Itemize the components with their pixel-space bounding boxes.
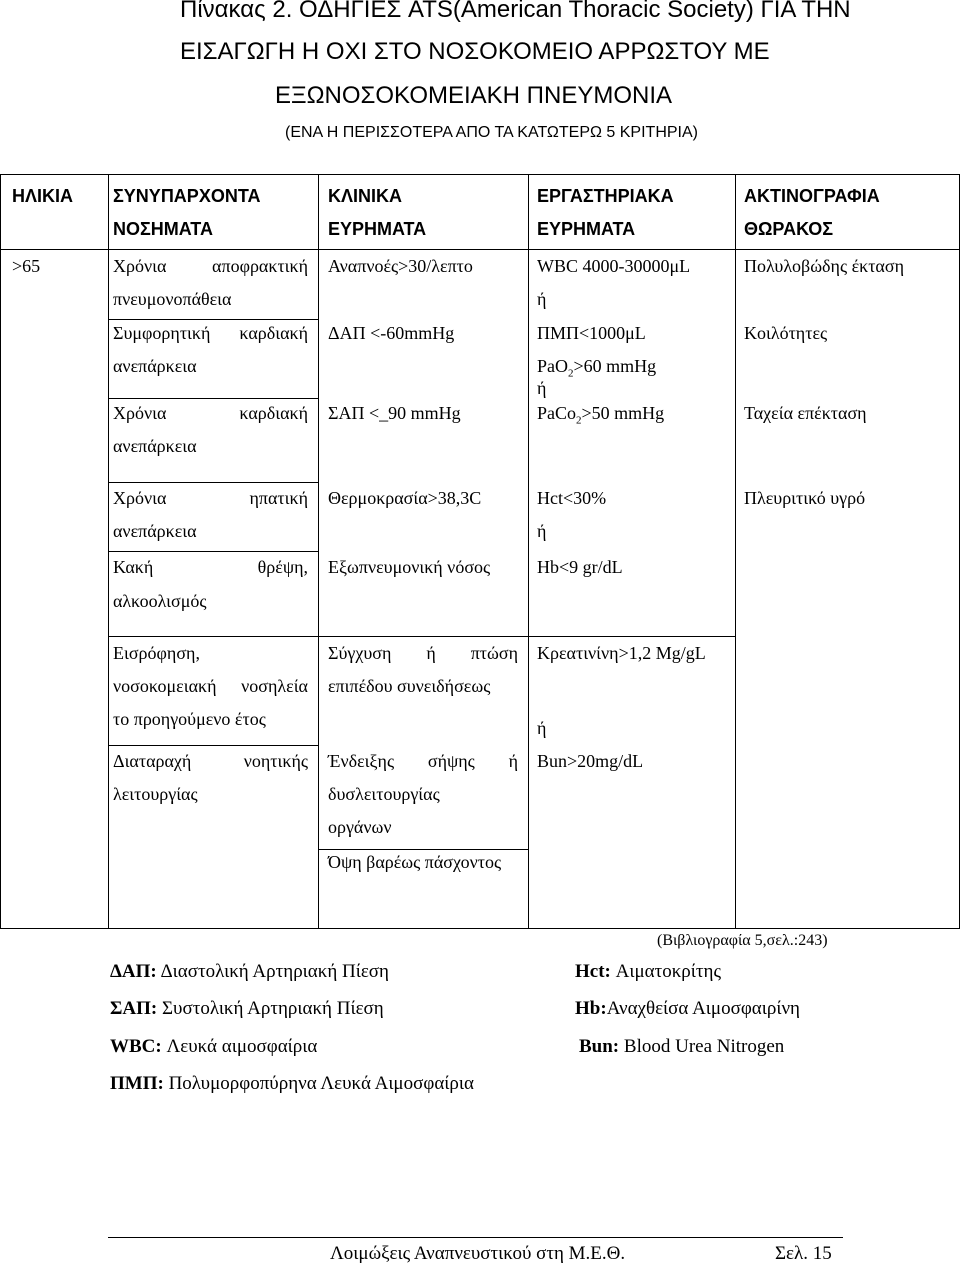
xray-item: Ταχεία επέκταση bbox=[744, 403, 867, 423]
col-border bbox=[318, 174, 319, 928]
col-border bbox=[108, 174, 109, 928]
clinical-item: ΣΑΠ <_90 mmHg bbox=[328, 403, 461, 423]
xray-item: Πολυλοβώδης έκταση bbox=[744, 256, 904, 276]
comorbid-word: ανεπάρκεια bbox=[113, 521, 197, 541]
lab-item: ΠΜΠ<1000μL bbox=[537, 323, 646, 343]
legend-abbr: ΠΜΠ: bbox=[110, 1073, 164, 1094]
legend-abbr: WBC: bbox=[110, 1036, 162, 1057]
lab-or: ή bbox=[537, 378, 547, 398]
row-divider bbox=[108, 398, 318, 399]
comorbid-word: θρέψη, bbox=[257, 557, 308, 577]
legend-bun bbox=[579, 1036, 784, 1058]
legend-abbr: ΔΑΠ: bbox=[110, 961, 157, 982]
clinical-word: πτώση bbox=[470, 643, 518, 663]
lab-item-pao2 bbox=[537, 356, 656, 380]
reference-note: (Βιβλιογραφία 5,σελ.:243) bbox=[657, 932, 828, 949]
legend-text: Blood Urea Nitrogen bbox=[619, 1036, 785, 1057]
clinical-word: οργάνων bbox=[328, 817, 392, 837]
clinical-word: ή bbox=[508, 751, 518, 771]
comorbid-item-chf bbox=[113, 323, 308, 344]
comorbid-word: νοητικής bbox=[243, 751, 308, 771]
legend-abbr: ΣΑΠ: bbox=[110, 998, 158, 1019]
table-bottom-border bbox=[0, 928, 960, 929]
comorbid-word: ηπατική bbox=[249, 488, 308, 508]
lab-item-paco2 bbox=[537, 403, 664, 427]
row-divider bbox=[318, 849, 528, 850]
title-line-2: ΕΙΣΑΓΩΓΗ Η ΟΧΙ ΣΤΟ ΝΟΣΟΚΟΜΕΙΟ ΑΡΡΩΣΤΟΥ ΜΕ bbox=[180, 38, 770, 65]
clinical-item-confusion bbox=[328, 643, 518, 664]
comorbid-word: νοσοκομειακή bbox=[113, 676, 217, 696]
clinical-word: ή bbox=[426, 643, 436, 663]
title-line-1: Πίνακας 2. ΟΔΗΓΙΕΣ ATS(American Thoracic Society) ΓΙΑ ΤΗΝ bbox=[180, 0, 851, 23]
age-value: >65 bbox=[12, 256, 41, 276]
lab-item: Κρεατινίνη>1,2 Mg/gL bbox=[537, 643, 706, 663]
legend-hct bbox=[575, 961, 721, 983]
header-lab-line1: ΕΡΓΑΣΤΗΡΙΑΚΑ bbox=[537, 186, 674, 206]
comorbid-word: Συμφορητική bbox=[113, 323, 211, 343]
comorbid-word: το προηγούμενο έτος bbox=[113, 709, 266, 729]
comorbid-item-malnutrition bbox=[113, 557, 308, 578]
legend-hb bbox=[575, 998, 800, 1020]
comorbid-word: Κακή bbox=[113, 557, 154, 577]
clinical-word: Σύγχυση bbox=[328, 643, 392, 663]
legend-wbc bbox=[110, 1036, 317, 1058]
row-divider bbox=[108, 636, 735, 637]
col-border bbox=[0, 174, 1, 928]
legend-text: Αναχθείσα Αιμοσφαιρίνη bbox=[606, 998, 800, 1019]
table-header-divider bbox=[0, 249, 960, 250]
comorbid-word: καρδιακή bbox=[239, 323, 308, 343]
lab-or: ή bbox=[537, 521, 547, 541]
header-xray-line1: ΑΚΤΙΝΟΓΡΑΦΙΑ bbox=[744, 186, 880, 206]
lab-item: WBC 4000-30000μL bbox=[537, 256, 691, 276]
legend-text: Αιματοκρίτης bbox=[610, 961, 721, 982]
clinical-word: δυσλειτουργίας bbox=[328, 784, 440, 804]
comorbid-item-copd bbox=[113, 256, 308, 277]
legend-pmp bbox=[110, 1073, 474, 1095]
comorbid-word: πνευμονοπάθεια bbox=[113, 289, 232, 309]
clinical-item-sepsis bbox=[328, 751, 518, 772]
clinical-item: Όψη βαρέως πάσχοντος bbox=[328, 852, 502, 872]
comorbid-item-liver-failure bbox=[113, 488, 308, 509]
clinical-item: Εξωπνευμονική νόσος bbox=[328, 557, 491, 577]
legend-abbr: Hct: bbox=[575, 961, 611, 982]
comorbid-word: λειτουργίας bbox=[113, 784, 198, 804]
header-comorbid-line2: ΝΟΣΗΜΑΤΑ bbox=[113, 219, 213, 239]
table-top-border bbox=[0, 174, 960, 175]
legend-text: Συστολική Αρτηριακή Πίεση bbox=[157, 998, 384, 1019]
lab-subscript: 2 bbox=[576, 414, 582, 427]
header-clinical-line2: ΕΥΡΗΜΑΤΑ bbox=[328, 219, 427, 239]
lab-subscript: 2 bbox=[568, 367, 574, 380]
comorbid-word: Χρόνια bbox=[113, 488, 167, 508]
xray-item: Πλευριτικό υγρό bbox=[744, 488, 866, 508]
header-clinical-line1: ΚΛΙΝΙΚΑ bbox=[328, 186, 403, 206]
comorbid-word: Εισρόφηση, bbox=[113, 643, 200, 663]
clinical-word: σήψης bbox=[427, 751, 475, 771]
comorbid-word: ανεπάρκεια bbox=[113, 356, 197, 376]
xray-item: Κοιλότητες bbox=[744, 323, 828, 343]
lab-text: PaO bbox=[537, 356, 568, 376]
comorbid-word: Διαταραχή bbox=[113, 751, 192, 771]
header-comorbid-line1: ΣΥΝΥΠΑΡΧΟΝΤΑ bbox=[113, 186, 261, 206]
clinical-item: ΔΑΠ <-60mmHg bbox=[328, 323, 455, 343]
clinical-item: Αναπνοές>30/λεπτο bbox=[328, 256, 473, 276]
clinical-word: επιπέδου συνειδήσεως bbox=[328, 676, 491, 696]
lab-text: PaCo bbox=[537, 403, 577, 423]
legend-abbr: Hb: bbox=[575, 998, 607, 1019]
col-border bbox=[735, 174, 736, 928]
row-divider bbox=[108, 482, 318, 483]
clinical-item: Θερμοκρασία>38,3C bbox=[328, 488, 482, 508]
col-border bbox=[528, 174, 529, 928]
lab-item: Bun>20mg/dL bbox=[537, 751, 644, 771]
comorbid-item-aspiration bbox=[113, 676, 308, 697]
comorbid-word: αποφρακτική bbox=[212, 256, 308, 276]
comorbid-item-cognitive bbox=[113, 751, 308, 772]
legend-abbr: Bun: bbox=[579, 1036, 620, 1057]
lab-text: >60 mmHg bbox=[573, 356, 657, 376]
clinical-word: Ένδειξης bbox=[328, 751, 395, 771]
comorbid-word: αλκοολισμός bbox=[113, 591, 207, 611]
lab-text: >50 mmHg bbox=[581, 403, 665, 423]
header-lab-line2: ΕΥΡΗΜΑΤΑ bbox=[537, 219, 636, 239]
comorbid-word: Χρόνια bbox=[113, 256, 167, 276]
legend-text: Διαστολική Αρτηριακή Πίεση bbox=[156, 961, 389, 982]
comorbid-word: Χρόνια bbox=[113, 403, 167, 423]
header-age: ΗΛΙΚΙΑ bbox=[12, 186, 74, 206]
row-divider bbox=[108, 319, 318, 320]
page-number: Σελ. 15 bbox=[775, 1243, 832, 1264]
comorbid-word: ανεπάρκεια bbox=[113, 436, 197, 456]
comorbid-word: καρδιακή bbox=[239, 403, 308, 423]
legend-text: Πολυμορφοπύρηνα Λευκά Αιμοσφαίρια bbox=[163, 1073, 474, 1094]
legend-sap bbox=[110, 998, 384, 1020]
subtitle: (ΕΝΑ Η ΠΕΡΙΣΣΟΤΕΡΑ ΑΠΟ ΤΑ ΚΑΤΩΤΕΡΩ 5 ΚΡΙΤΗΡΙΑ) bbox=[285, 124, 698, 141]
lab-item: Hct<30% bbox=[537, 488, 607, 508]
footer-title: Λοιμώξεις Αναπνευστικού στη Μ.Ε.Θ. bbox=[330, 1243, 626, 1264]
row-divider bbox=[108, 551, 318, 552]
lab-or: ή bbox=[537, 718, 547, 738]
legend-dap bbox=[110, 961, 389, 983]
comorbid-word: νοσηλεία bbox=[241, 676, 308, 696]
title-line-3: ΕΞΩΝΟΣΟΚΟΜΕΙΑΚΗ ΠΝΕΥΜΟΝΙΑ bbox=[275, 82, 673, 109]
footer-rule bbox=[108, 1237, 843, 1238]
legend-text: Λευκά αιμοσφαίρια bbox=[161, 1036, 318, 1057]
lab-item: Hb<9 gr/dL bbox=[537, 557, 623, 577]
header-xray-line2: ΘΩΡΑΚΟΣ bbox=[744, 219, 834, 239]
row-divider bbox=[108, 745, 318, 746]
comorbid-item-chronic-heart-failure bbox=[113, 403, 308, 424]
lab-or: ή bbox=[537, 289, 547, 309]
